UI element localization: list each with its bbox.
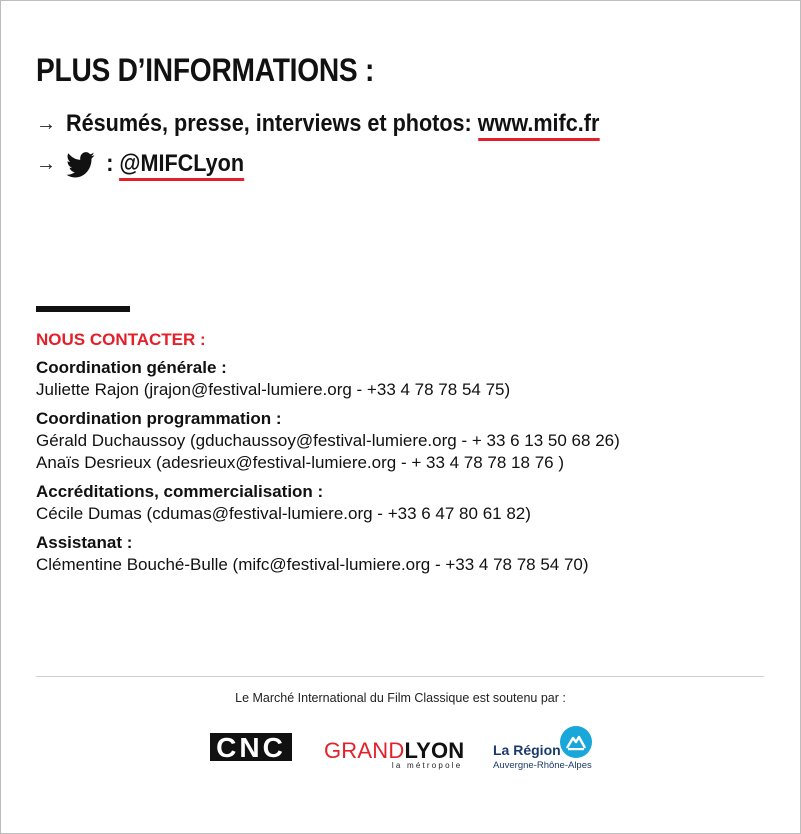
contact-line: Anaïs Desrieux (adesrieux@festival-lumiere.org - + 33 4 78 78 18 76 )	[36, 453, 564, 472]
info-row-text	[66, 110, 599, 138]
info-row-text	[66, 150, 244, 178]
contact-section	[36, 532, 589, 576]
region-subtitle: Auvergne-Rhône-Alpes	[493, 760, 592, 771]
contact-line: Gérald Duchaussoy (gduchaussoy@festival-lumiere.org - + 33 6 13 50 68 26)	[36, 431, 620, 450]
region-mountain-icon	[560, 726, 592, 758]
contact-line: Clémentine Bouché-Bulle (mifc@festival-lumiere.org - +33 4 78 78 54 70)	[36, 555, 589, 574]
region-name: La Région	[493, 742, 561, 758]
contact-section	[36, 481, 531, 525]
info-row-website	[36, 110, 659, 138]
contact-heading: Assistanat :	[36, 533, 133, 552]
twitter-bird-icon	[66, 152, 95, 178]
arrow-right-icon: →	[36, 152, 56, 175]
footer-divider	[36, 676, 764, 677]
supported-by-text: Le Marché International du Film Classique est soutenu par :	[235, 691, 566, 705]
website-label: Résumés, presse, interviews et photos:	[66, 110, 478, 137]
arrow-right-icon: →	[36, 112, 56, 135]
contact-line: Cécile Dumas (cdumas@festival-lumiere.org - +33 6 47 80 61 82)	[36, 504, 531, 523]
contact-heading: Coordination programmation :	[36, 409, 282, 428]
cnc-logo	[210, 733, 292, 761]
twitter-separator: :	[100, 150, 120, 177]
contact-heading: Coordination générale :	[36, 358, 227, 377]
contact-title: NOUS CONTACTER :	[36, 330, 206, 349]
website-link[interactable]: www.mifc.fr	[478, 110, 600, 141]
section-divider-bar	[36, 306, 130, 312]
grandlyon-grand: GRAND	[324, 738, 405, 763]
info-row-twitter	[36, 150, 264, 178]
info-title: PLUS D’INFORMATIONS :	[36, 52, 375, 88]
contact-section	[36, 357, 510, 401]
twitter-handle-link[interactable]: @MIFCLyon	[119, 150, 244, 181]
grandlyon-lyon: LYON	[404, 738, 465, 763]
contact-line: Juliette Rajon (jrajon@festival-lumiere.org - +33 4 78 78 54 75)	[36, 380, 511, 399]
cnc-logo-text: CNC	[216, 733, 286, 761]
contact-section	[36, 408, 620, 474]
grandlyon-subtitle: la métropole	[391, 761, 463, 770]
grandlyon-logo	[324, 738, 464, 770]
contact-heading: Accréditations, commercialisation :	[36, 482, 324, 501]
